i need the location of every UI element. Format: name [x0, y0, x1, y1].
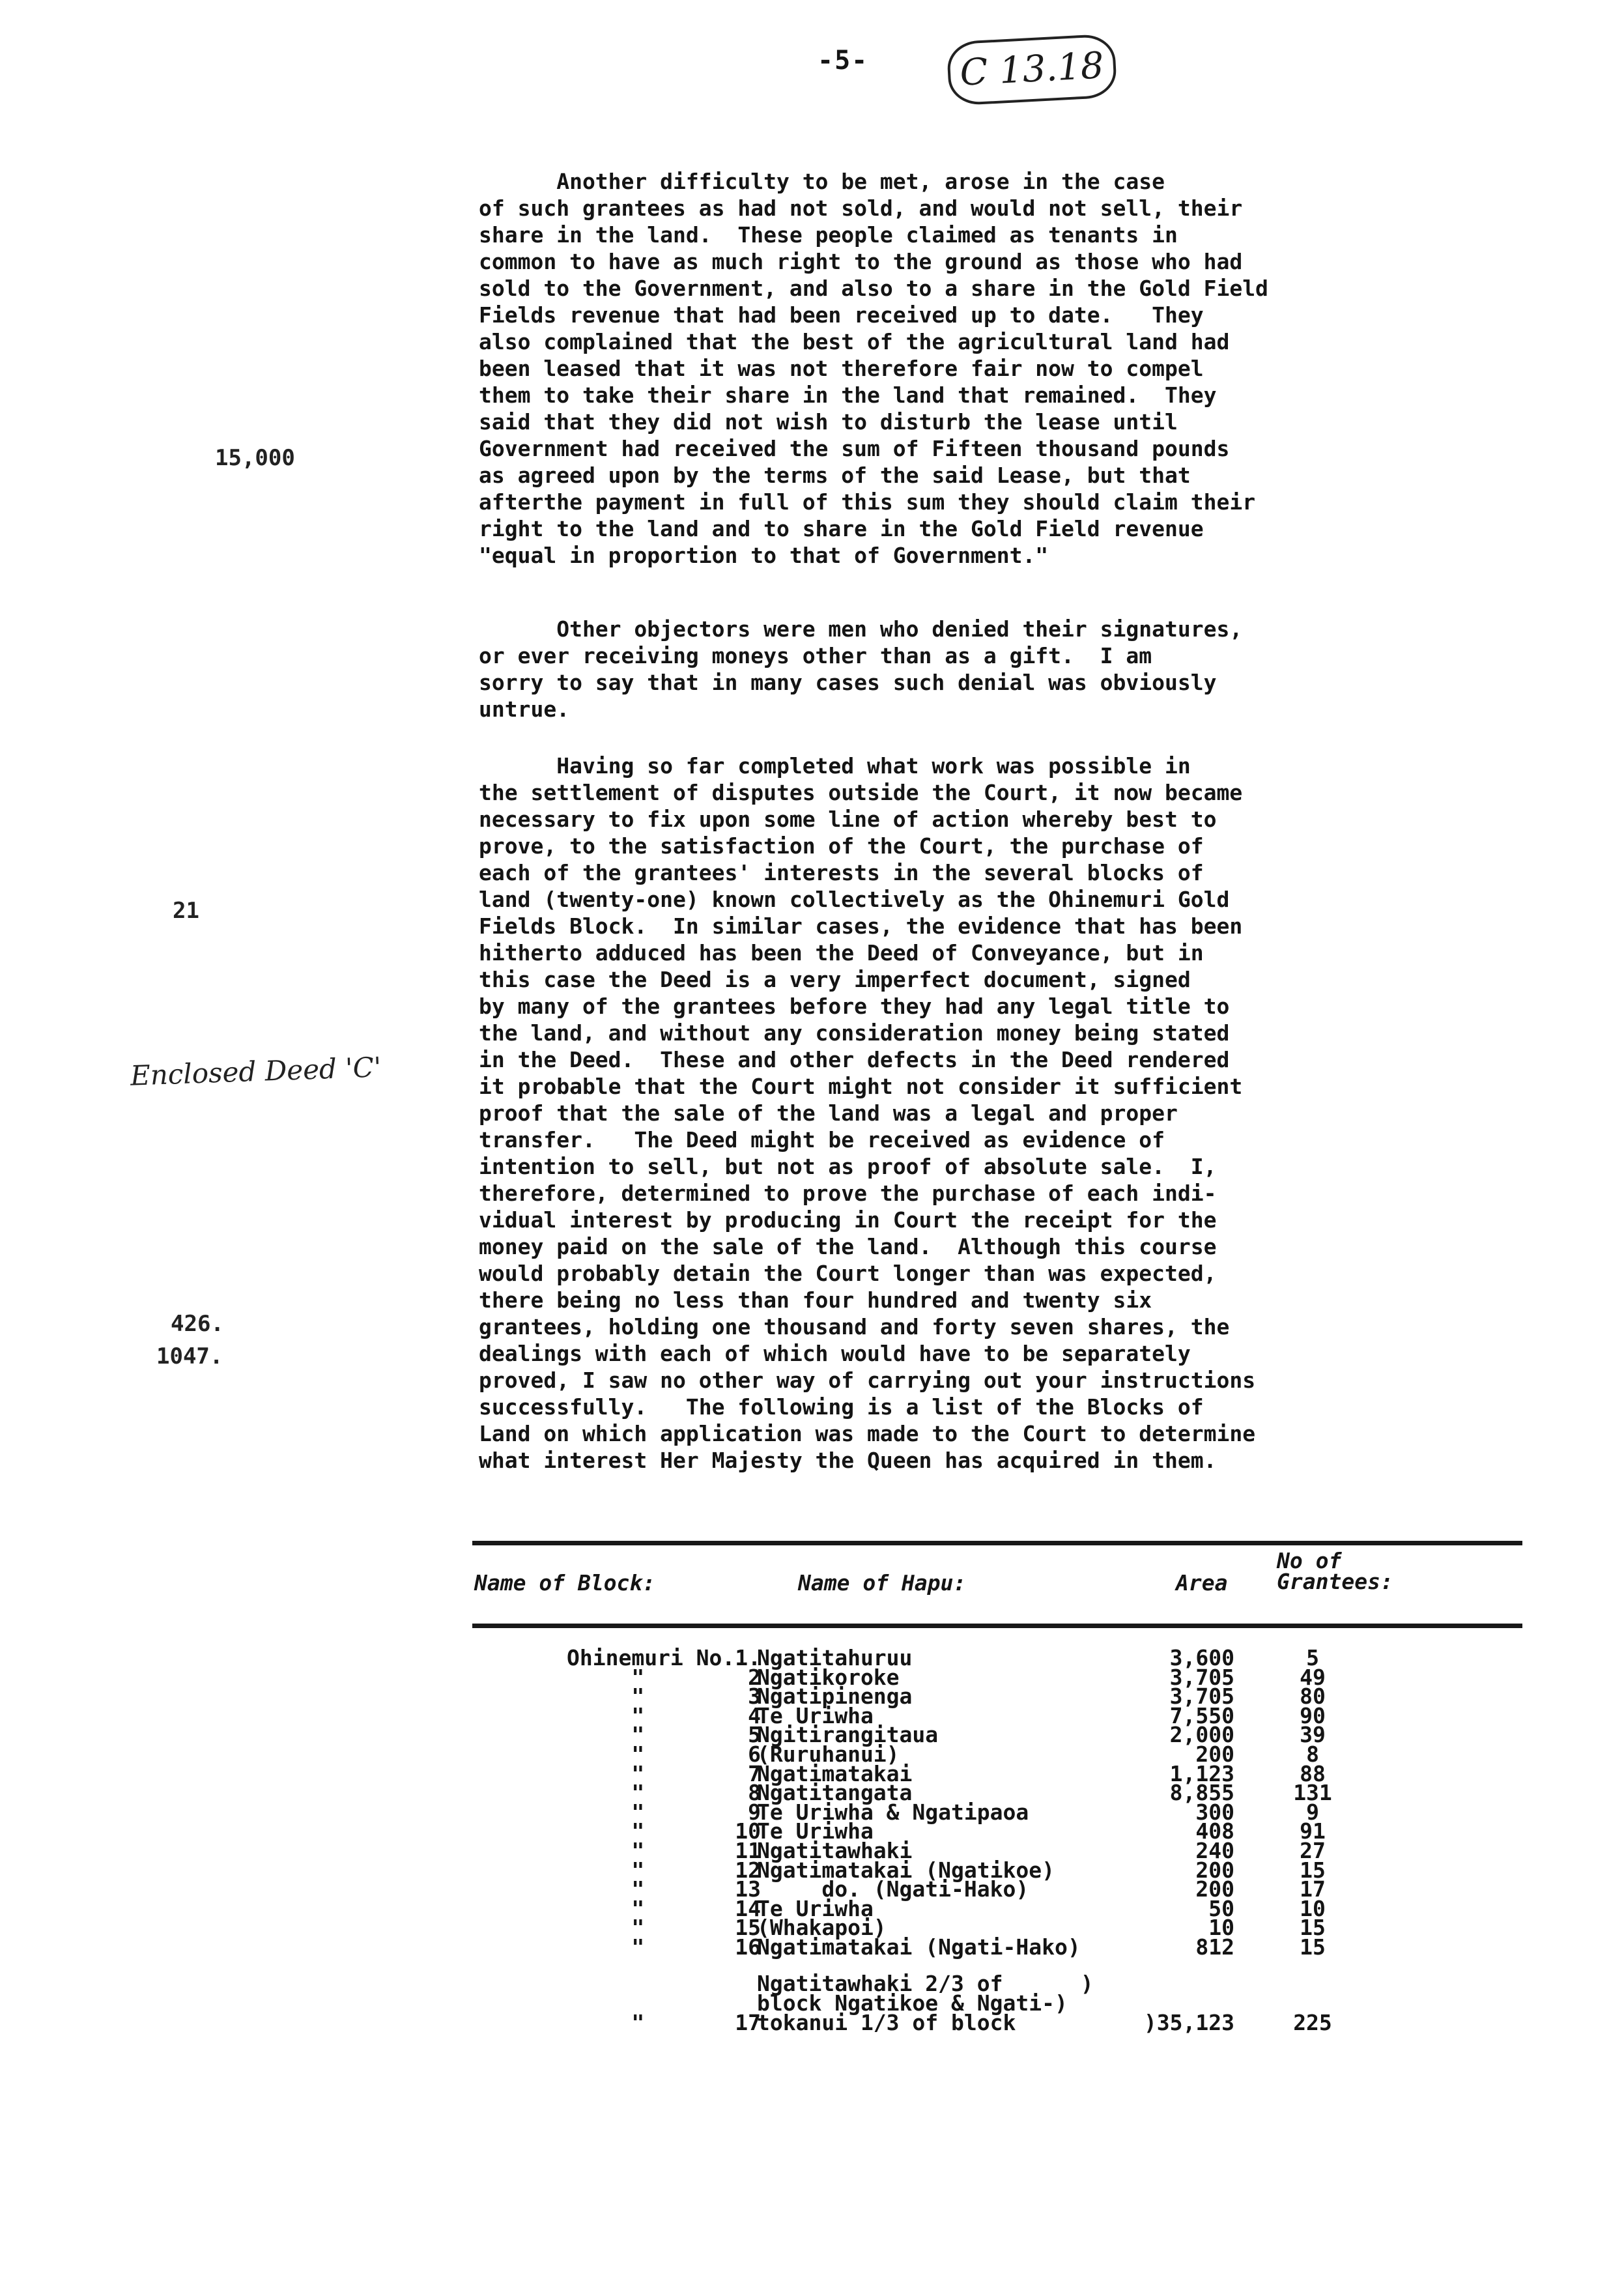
cell-hapu: Ngatitawhaki — [757, 1838, 913, 1863]
cell-hapu: Ngatikoroke — [757, 1664, 900, 1690]
cell-hapu: Ngitirangitaua — [757, 1722, 939, 1748]
cell-hapu: Ngatimatakai (Ngati-Hako) — [757, 1934, 1081, 1960]
paragraph-proof-of-purchase: Having so far completed what work was possible in the settlement of disputes outside the Court, it now became necessary to fix upon some line of action whereby best to prove, to the satisfaction of the Court, the purchase of each of the grantees' interests in the several blocks of land (twenty-one) known collectively as the Ohinemuri Gold Fields Block. In similar cases, the evidence that has been hitherto adduced has been the Deed of Conveyance, but in this case the Deed is a very imperfect document, signed by many of the grantees before they had any legal title to the land, and without any consideration money being stated in the Deed. These and other defects in the Deed rendered it probable that the Court might not consider it sufficient proof that the sale of the land was a legal and proper transfer. The Deed might be received as evidence of intention to sell, but not as proof of absolute sale. I, therefore, determined to prove the purchase of each indi- vidual interest by producing in Court the receipt for the money paid on the sale of the land. Although this course would probably detain the Court longer than was expected, there being no less than four hundred and twenty six grantees, holding one thousand and forty seven shares, the dealings with each of which would have to be separately proved, I saw no other way of carrying out your instructions successfully. The following is a list of the Blocks of Land on which application was made to the Court to determine what interest Her Majesty the Queen has acquired in them. — [479, 753, 1256, 1473]
cell-grantees: 10 — [1300, 1895, 1326, 1921]
cell-area: 240 — [1195, 1838, 1234, 1863]
cell-grantees: 49 — [1300, 1664, 1326, 1690]
cell-hapu: Te Uriwha — [757, 1702, 874, 1728]
cell-area: 200 — [1195, 1857, 1234, 1883]
margin-note-shares: 1047. — [156, 1343, 223, 1369]
paragraph-objection: Another difficulty to be met, arose in the case of such grantees as had not sold, and would not sell, their share in the land. These people claimed as tenants in common to have as much right to the ground as those who had sold to the Government, and also to a share in the Gold Field Fields revenue that had been received up to date. They also complained that the best of the agricultural land had been leased that it was not therefore fair now to compel them to take their share in the land that remained. They said that they did not wish to disturb the lease until Government had received the sum of Fifteen thousand pounds as agreed upon by the terms of the said Lease, but that afterthe payment in full of this sum they should claim their right to the land and to share in the Gold Field revenue "equal in proportion to that of Government." — [479, 169, 1268, 568]
cell-block: " 2 — [631, 1664, 761, 1690]
cell-block: " 17 — [631, 2009, 761, 2035]
table-row — [0, 1970, 1624, 2035]
cell-grantees: 131 — [1293, 1780, 1332, 1806]
cell-area: 200 — [1195, 1876, 1234, 1902]
cell-area: 50 — [1208, 1895, 1234, 1921]
cell-area: 812 — [1195, 1934, 1234, 1960]
cell-grantees: 225 — [1293, 2009, 1332, 2035]
cell-block: " 9 — [631, 1799, 761, 1825]
cell-block: " 8 — [631, 1780, 761, 1806]
cell-block: " 10 — [631, 1818, 761, 1844]
cell-hapu: Ngatipinenga — [757, 1683, 913, 1710]
cell-grantees: 91 — [1300, 1818, 1326, 1844]
cell-block: " 13 — [631, 1876, 761, 1902]
header-area: Area — [1176, 1570, 1228, 1596]
cell-hapu: Ngatitawhaki 2/3 of ) block Ngatikoe & Ngati-) tokanui 1/3 of block — [757, 1970, 1094, 2035]
cell-grantees: 9 — [1306, 1799, 1319, 1825]
cell-block: " 15 — [631, 1915, 761, 1941]
cell-grantees: 8 — [1306, 1741, 1319, 1767]
cell-block: " 3 — [631, 1683, 761, 1710]
cell-block: " 7 — [631, 1760, 761, 1786]
cell-area: 8,855 — [1169, 1780, 1234, 1806]
paragraph-other-objectors: Other objectors were men who denied their signatures, or ever receiving moneys other than as a gift. I am sorry to say that in many cases such denial was obviously untrue. — [479, 616, 1243, 722]
margin-note-deed: Enclosed Deed 'C' — [130, 1051, 382, 1092]
cell-hapu: Ngatimatakai (Ngatikoe) — [757, 1857, 1055, 1883]
cell-area: 3,705 — [1169, 1664, 1234, 1690]
cell-area: 300 — [1195, 1799, 1234, 1825]
table-top-rule — [472, 1541, 1522, 1545]
header-block: Name of Block: — [474, 1570, 656, 1596]
cell-block: Ohinemuri No.1. — [566, 1645, 761, 1670]
header-hapu: Name of Hapu: — [798, 1570, 967, 1596]
cell-grantees: 39 — [1300, 1722, 1326, 1748]
cell-grantees: 80 — [1300, 1683, 1326, 1710]
cell-grantees: 27 — [1300, 1838, 1326, 1863]
cell-hapu: Ngatimatakai — [757, 1760, 913, 1786]
cell-block: " 11 — [631, 1838, 761, 1863]
cell-area: 1,123 — [1169, 1760, 1234, 1786]
cell-area: 3,600 — [1169, 1645, 1234, 1670]
cell-area: 2,000 — [1169, 1722, 1234, 1748]
cell-block: " 16 — [631, 1934, 761, 1960]
cell-grantees: 17 — [1300, 1876, 1326, 1902]
cell-area: )35,123 — [1143, 2009, 1234, 2035]
cell-grantees: 5 — [1306, 1645, 1319, 1670]
table-row — [0, 1934, 1624, 1960]
cell-hapu: (Whakapoi) — [757, 1915, 887, 1941]
cell-area: 7,550 — [1169, 1702, 1234, 1728]
cell-area: 10 — [1208, 1915, 1234, 1941]
reference-stamp: C 13.18 — [947, 33, 1118, 106]
table-header-rule — [472, 1624, 1522, 1628]
cell-grantees: 15 — [1300, 1857, 1326, 1883]
cell-area: 3,705 — [1169, 1683, 1234, 1710]
cell-block: " 5 — [631, 1722, 761, 1748]
cell-area: 408 — [1195, 1818, 1234, 1844]
cell-hapu: Ngatitangata — [757, 1780, 913, 1806]
cell-grantees: 90 — [1300, 1702, 1326, 1728]
margin-note-amount: 15,000 — [215, 445, 295, 471]
margin-note-grantees: 426. — [171, 1311, 224, 1337]
cell-hapu: Ngatitahuruu — [757, 1645, 913, 1670]
cell-block: " 4 — [631, 1702, 761, 1728]
cell-hapu: Te Uriwha & Ngatipaoa — [757, 1799, 1029, 1825]
cell-grantees: 88 — [1300, 1760, 1326, 1786]
cell-hapu: do. (Ngati-Hako) — [757, 1876, 1029, 1902]
cell-grantees: 15 — [1300, 1915, 1326, 1941]
cell-block: " 14 — [631, 1895, 761, 1921]
cell-hapu: Te Uriwha — [757, 1818, 874, 1844]
cell-area: 200 — [1195, 1741, 1234, 1767]
cell-grantees: 15 — [1300, 1934, 1326, 1960]
margin-note-blocks: 21 — [173, 898, 199, 924]
cell-block: " 12 — [631, 1857, 761, 1883]
cell-hapu: Te Uriwha — [757, 1895, 874, 1921]
cell-hapu: (Ruruhanui) — [757, 1741, 900, 1767]
header-grantees: No of Grantees: — [1277, 1548, 1393, 1594]
cell-block: " 6 — [631, 1741, 761, 1767]
page-number: -5- — [818, 46, 869, 76]
